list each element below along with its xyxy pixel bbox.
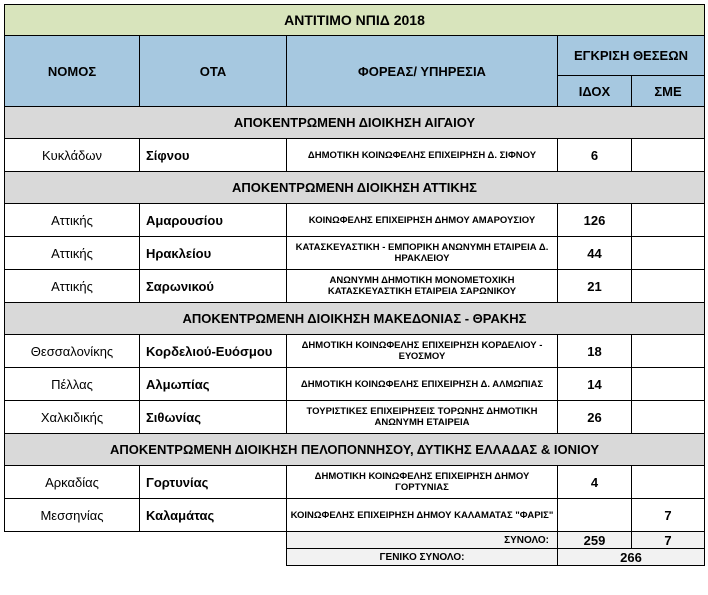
synolo-label: ΣΥΝΟΛΟ:	[287, 532, 558, 549]
spreadsheet-table-wrapper	[4, 4, 705, 566]
cell-sme	[632, 401, 705, 434]
cell-foreas: ΔΗΜΟΤΙΚΗ ΚΟΙΝΩΦΕΛΗΣ ΕΠΙΧΕΙΡΗΣΗ Δ. ΑΛΜΩΠΙΑΣ	[287, 368, 558, 401]
table-row	[5, 335, 705, 368]
region-heading: ΑΠΟΚΕΝΤΡΩΜΕΝΗ ΔΙΟΙΚΗΣΗ ΠΕΛΟΠΟΝΝΗΣΟΥ, ΔΥΤΙΚΗΣ ΕΛΛΑΔΑΣ & ΙΟΝΙΟΥ	[5, 434, 705, 466]
cell-foreas: ΑΝΩΝΥΜΗ ΔΗΜΟΤΙΚΗ ΜΟΝΟΜΕΤΟΧΙΚΗ ΚΑΤΑΣΚΕΥΑΣΤΙΚΗ ΕΤΑΙΡΕΙΑ ΣΑΡΩΝΙΚΟΥ	[287, 270, 558, 303]
cell-idox: 21	[558, 270, 632, 303]
cell-foreas: ΔΗΜΟΤΙΚΗ ΚΟΙΝΩΦΕΛΗΣ ΕΠΙΧΕΙΡΗΣΗ Δ. ΣΙΦΝΟΥ	[287, 139, 558, 172]
cell-sme	[632, 270, 705, 303]
cell-nomos: Αρκαδίας	[5, 466, 140, 499]
cell-ota: Αμαρουσίου	[140, 204, 287, 237]
empty-cell	[5, 549, 287, 566]
cell-nomos: Κυκλάδων	[5, 139, 140, 172]
region-heading: ΑΠΟΚΕΝΤΡΩΜΕΝΗ ΔΙΟΙΚΗΣΗ ΑΤΤΙΚΗΣ	[5, 172, 705, 204]
region-heading: ΑΠΟΚΕΝΤΡΩΜΕΝΗ ΔΙΟΙΚΗΣΗ ΑΙΓΑΙΟΥ	[5, 107, 705, 139]
cell-foreas: ΔΗΜΟΤΙΚΗ ΚΟΙΝΩΦΕΛΗΣ ΕΠΙΧΕΙΡΗΣΗ ΔΗΜΟΥ ΓΟΡΤΥΝΙΑΣ	[287, 466, 558, 499]
placements-table	[4, 4, 705, 566]
cell-ota: Ηρακλείου	[140, 237, 287, 270]
cell-idox: 6	[558, 139, 632, 172]
cell-idox	[558, 499, 632, 532]
cell-sme	[632, 237, 705, 270]
header-sme: ΣΜΕ	[632, 76, 705, 107]
cell-foreas: ΚΑΤΑΣΚΕΥΑΣΤΙΚΗ - ΕΜΠΟΡΙΚΗ ΑΝΩΝΥΜΗ ΕΤΑΙΡΕΙΑ Δ. ΗΡΑΚΛΕΙΟΥ	[287, 237, 558, 270]
table-row	[5, 499, 705, 532]
header-foreas: ΦΟΡΕΑΣ/ ΥΠΗΡΕΣΙΑ	[287, 36, 558, 107]
cell-idox: 44	[558, 237, 632, 270]
table-row	[5, 368, 705, 401]
header-idox: ΙΔΟΧ	[558, 76, 632, 107]
header-ota: ΟΤΑ	[140, 36, 287, 107]
cell-idox: 4	[558, 466, 632, 499]
cell-nomos: Πέλλας	[5, 368, 140, 401]
cell-idox: 126	[558, 204, 632, 237]
geniko-synolo-label: ΓΕΝΙΚΟ ΣΥΝΟΛΟ:	[287, 549, 558, 566]
cell-nomos: Θεσσαλονίκης	[5, 335, 140, 368]
cell-sme	[632, 139, 705, 172]
geniko-synolo-value: 266	[558, 549, 705, 566]
cell-foreas: ΚΟΙΝΩΦΕΛΗΣ ΕΠΙΧΕΙΡΗΣΗ ΔΗΜΟΥ ΑΜΑΡΟΥΣΙΟΥ	[287, 204, 558, 237]
cell-sme	[632, 466, 705, 499]
cell-sme: 7	[632, 499, 705, 532]
header-nomos: ΝΟΜΟΣ	[5, 36, 140, 107]
cell-ota: Σιθωνίας	[140, 401, 287, 434]
cell-idox: 14	[558, 368, 632, 401]
cell-nomos: Αττικής	[5, 270, 140, 303]
geniko-synolo-row	[5, 549, 705, 566]
table-row	[5, 270, 705, 303]
cell-foreas: ΤΟΥΡΙΣΤΙΚΕΣ ΕΠΙΧΕΙΡΗΣΕΙΣ ΤΟΡΩΝΗΣ ΔΗΜΟΤΙΚΗ ΑΝΩΝΥΜΗ ΕΤΑΙΡΕΙΑ	[287, 401, 558, 434]
cell-nomos: Αττικής	[5, 237, 140, 270]
table-row	[5, 466, 705, 499]
cell-sme	[632, 368, 705, 401]
cell-nomos: Χαλκιδικής	[5, 401, 140, 434]
synolo-idox: 259	[558, 532, 632, 549]
header-egkrisi-theseon: ΕΓΚΡΙΣΗ ΘΕΣΕΩΝ	[558, 36, 705, 76]
table-row	[5, 237, 705, 270]
cell-nomos: Αττικής	[5, 204, 140, 237]
cell-ota: Κορδελιού-Ευόσμου	[140, 335, 287, 368]
table-row	[5, 204, 705, 237]
cell-ota: Γορτυνίας	[140, 466, 287, 499]
cell-nomos: Μεσσηνίας	[5, 499, 140, 532]
cell-foreas: ΔΗΜΟΤΙΚΗ ΚΟΙΝΩΦΕΛΗΣ ΕΠΙΧΕΙΡΗΣΗ ΚΟΡΔΕΛΙΟΥ - ΕΥΟΣΜΟΥ	[287, 335, 558, 368]
table-title: ΑΝΤΙΤΙΜΟ ΝΠΙΔ 2018	[5, 5, 705, 36]
cell-ota: Αλμωπίας	[140, 368, 287, 401]
cell-ota: Σαρωνικού	[140, 270, 287, 303]
table-row	[5, 139, 705, 172]
cell-foreas: ΚΟΙΝΩΦΕΛΗΣ ΕΠΙΧΕΙΡΗΣΗ ΔΗΜΟΥ ΚΑΛΑΜΑΤΑΣ "ΦΑΡΙΣ"	[287, 499, 558, 532]
cell-idox: 26	[558, 401, 632, 434]
cell-ota: Καλαμάτας	[140, 499, 287, 532]
synolo-sme: 7	[632, 532, 705, 549]
cell-ota: Σίφνου	[140, 139, 287, 172]
region-heading: ΑΠΟΚΕΝΤΡΩΜΕΝΗ ΔΙΟΙΚΗΣΗ ΜΑΚΕΔΟΝΙΑΣ - ΘΡΑΚΗΣ	[5, 303, 705, 335]
synolo-row	[5, 532, 705, 549]
cell-idox: 18	[558, 335, 632, 368]
empty-cell	[5, 532, 287, 549]
cell-sme	[632, 204, 705, 237]
table-row	[5, 401, 705, 434]
cell-sme	[632, 335, 705, 368]
